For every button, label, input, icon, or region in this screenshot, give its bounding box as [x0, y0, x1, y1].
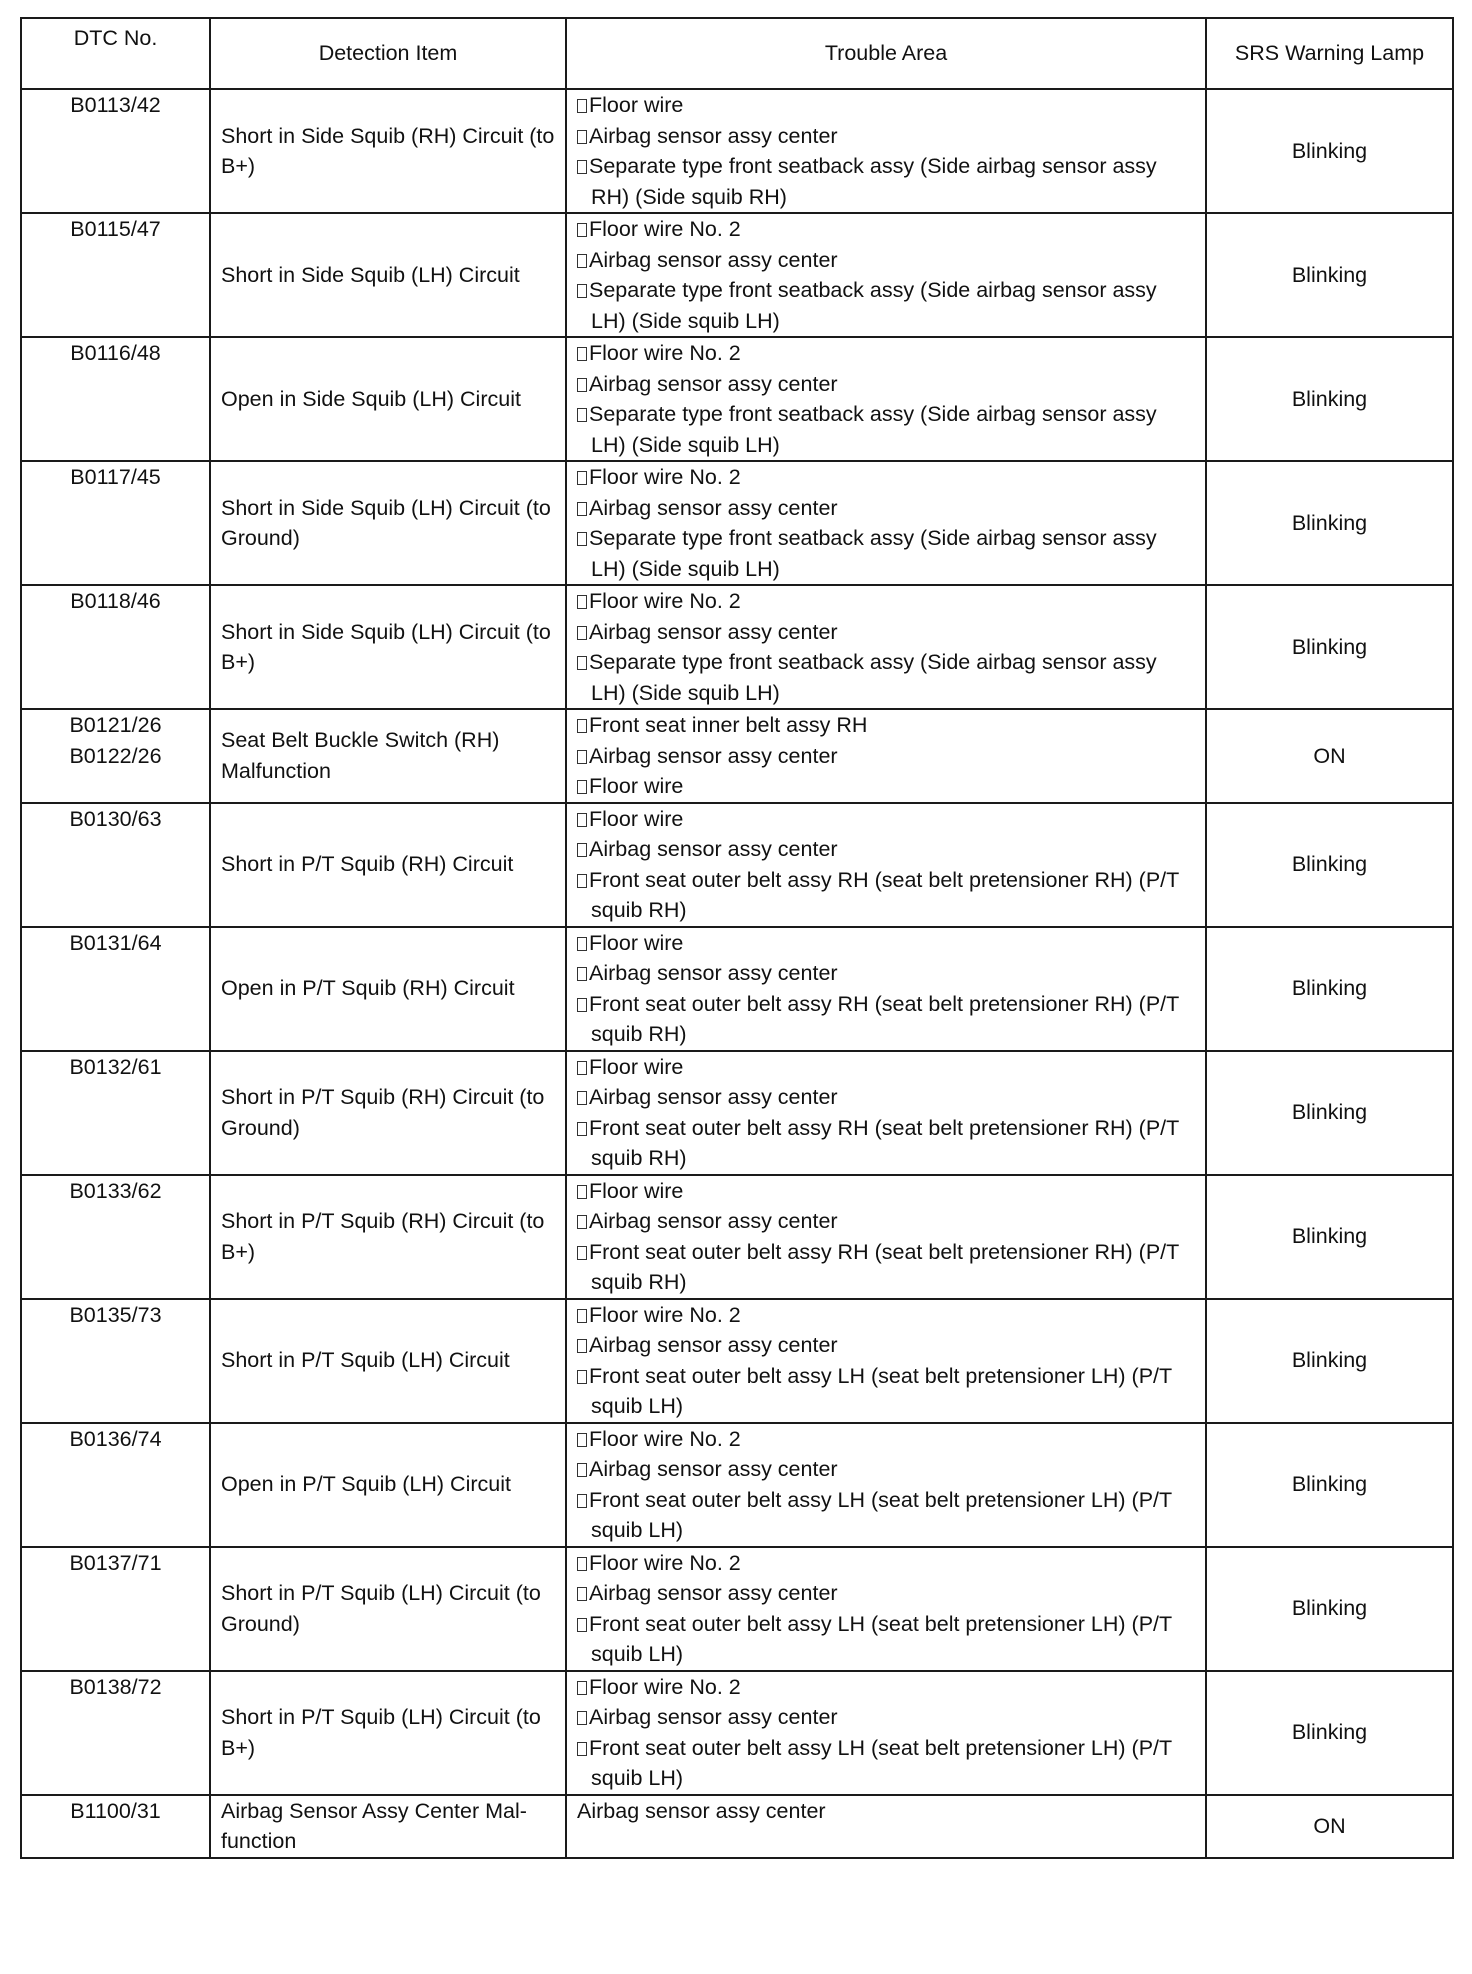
table-body [21, 89, 1453, 1858]
dtc-number-cell [21, 1671, 210, 1795]
trouble-area-text: Front seat outer belt assy LH (seat belt pretensioner LH) (P/T squib LH) [589, 1611, 1172, 1666]
trouble-area-item [577, 90, 1195, 121]
trouble-area-text: Floor wire [589, 93, 684, 117]
checkbox-icon [577, 780, 587, 794]
trouble-area-text: Airbag sensor assy center [589, 837, 838, 861]
detection-item-cell: Short in Side Squib (LH) Circuit (to B+) [210, 585, 566, 709]
trouble-area-item [577, 523, 1195, 584]
checkbox-icon [577, 1185, 587, 1199]
trouble-area-text: Airbag sensor assy center [589, 1581, 838, 1605]
table-row [21, 89, 1453, 213]
dtc-number-cell [21, 1175, 210, 1299]
dtc-number-cell [21, 585, 210, 709]
trouble-area-text: Floor wire No. 2 [589, 589, 741, 613]
trouble-area-text: Airbag sensor assy center [589, 743, 838, 768]
checkbox-icon [577, 1463, 587, 1477]
table-row [21, 1547, 1453, 1671]
table-row [21, 213, 1453, 337]
detection-item-cell: Short in P/T Squib (RH) Circuit (to Ground) [210, 1051, 566, 1175]
trouble-area-text: Floor wire [589, 930, 684, 955]
trouble-area-item [577, 834, 1195, 865]
trouble-area-item [577, 121, 1195, 152]
detection-item-cell: Short in P/T Squib (RH) Circuit (to B+) [210, 1175, 566, 1299]
trouble-area-item [577, 1330, 1195, 1361]
detection-item-cell: Seat Belt Buckle Switch (RH) Malfunction [210, 709, 566, 803]
trouble-area-text: Airbag sensor assy center [589, 123, 838, 148]
trouble-area-item [577, 1609, 1195, 1670]
trouble-area-text: Airbag sensor assy center [589, 247, 838, 272]
detection-item-cell: Short in Side Squib (LH) Circuit [210, 213, 566, 337]
trouble-area-item [577, 617, 1195, 648]
detection-item-cell: Short in Side Squib (LH) Circuit (to Ground) [210, 461, 566, 585]
trouble-area-cell [566, 1051, 1206, 1175]
trouble-area-item [577, 1237, 1195, 1298]
dtc-number-cell [21, 1423, 210, 1547]
checkbox-icon [577, 223, 587, 237]
trouble-area-text: Floor wire No. 2 [589, 1426, 741, 1451]
srs-warning-lamp-cell: ON [1206, 1795, 1453, 1858]
dtc-number-cell [21, 1547, 210, 1671]
dtc-code: B0137/71 [69, 1550, 162, 1575]
checkbox-icon [577, 284, 587, 298]
trouble-area-cell [566, 1175, 1206, 1299]
trouble-area-item [577, 1082, 1195, 1113]
checkbox-icon [577, 1246, 587, 1260]
trouble-area-cell [566, 1423, 1206, 1547]
srs-warning-lamp-cell: Blinking [1206, 585, 1453, 709]
dtc-number-cell [21, 1051, 210, 1175]
dtc-code: B0136/74 [69, 1426, 162, 1451]
checkbox-icon [577, 1557, 587, 1571]
dtc-code: B0122/26 [69, 743, 162, 768]
trouble-area-text: Airbag sensor assy center [577, 1798, 826, 1823]
checkbox-icon [577, 1339, 587, 1353]
table-row [21, 803, 1453, 927]
dtc-code: B0116/48 [70, 341, 161, 365]
srs-warning-lamp-cell: Blinking [1206, 461, 1453, 585]
trouble-area-item [577, 214, 1195, 245]
dtc-code: B0138/72 [69, 1674, 162, 1699]
checkbox-icon [577, 1681, 587, 1695]
trouble-area-item [577, 771, 1195, 802]
trouble-area-text: Front seat outer belt assy RH (seat belt pretensioner RH) (P/T squib RH) [589, 991, 1179, 1046]
srs-warning-lamp-cell: Blinking [1206, 1299, 1453, 1423]
dtc-number-cell [21, 213, 210, 337]
trouble-area-text: Airbag sensor assy center [589, 1085, 838, 1109]
trouble-area-cell [566, 89, 1206, 213]
trouble-area-item [577, 1361, 1195, 1422]
table-row [21, 1423, 1453, 1547]
dtc-number-cell [21, 337, 210, 461]
trouble-area-text: Front seat outer belt assy LH (seat belt pretensioner LH) (P/T squib LH) [589, 1735, 1172, 1790]
checkbox-icon [577, 719, 587, 733]
trouble-area-text: Floor wire [589, 1178, 684, 1203]
trouble-area-item [577, 710, 1195, 741]
checkbox-icon [577, 1091, 587, 1105]
dtc-code: B0117/45 [70, 465, 161, 489]
trouble-area-item [577, 989, 1195, 1050]
checkbox-icon [577, 967, 587, 981]
trouble-area-item [577, 1733, 1195, 1794]
trouble-area-cell [566, 1795, 1206, 1858]
trouble-area-item [577, 493, 1195, 524]
checkbox-icon [577, 874, 587, 888]
detection-item-cell: Short in P/T Squib (LH) Circuit (to B+) [210, 1671, 566, 1795]
trouble-area-item [577, 1176, 1195, 1207]
checkbox-icon [577, 1061, 587, 1075]
checkbox-icon [577, 408, 587, 422]
table-row [21, 927, 1453, 1051]
trouble-area-item [577, 1052, 1195, 1083]
trouble-area-item [577, 1548, 1195, 1579]
detection-item-cell: Airbag Sensor Assy Center Mal-function [210, 1795, 566, 1858]
table-row [21, 585, 1453, 709]
dtc-number-cell [21, 1795, 210, 1858]
checkbox-icon [577, 1711, 587, 1725]
dtc-code: B0113/42 [70, 93, 161, 117]
trouble-area-cell [566, 1671, 1206, 1795]
checkbox-icon [577, 1370, 587, 1384]
dtc-code: B0133/62 [69, 1178, 162, 1203]
trouble-area-item [577, 1113, 1195, 1174]
header-detection-item: Detection Item [210, 18, 566, 89]
checkbox-icon [577, 937, 587, 951]
dtc-number-cell [21, 803, 210, 927]
trouble-area-item [577, 741, 1195, 772]
table-row [21, 1299, 1453, 1423]
checkbox-icon [577, 1494, 587, 1508]
checkbox-icon [577, 1742, 587, 1756]
header-dtc-no: DTC No. [21, 18, 210, 89]
trouble-area-text: Front seat outer belt assy LH (seat belt pretensioner LH) (P/T squib LH) [589, 1487, 1172, 1542]
table-row [21, 1051, 1453, 1175]
detection-item-cell: Short in Side Squib (RH) Circuit (to B+) [210, 89, 566, 213]
trouble-area-text: Front seat inner belt assy RH [589, 713, 868, 737]
dtc-number-cell [21, 927, 210, 1051]
trouble-area-item [577, 275, 1195, 336]
checkbox-icon [577, 1309, 587, 1323]
trouble-area-item [577, 804, 1195, 835]
trouble-area-text: Floor wire No. 2 [589, 1674, 741, 1699]
srs-warning-lamp-cell: Blinking [1206, 1051, 1453, 1175]
checkbox-icon [577, 626, 587, 640]
detection-item-cell: Open in P/T Squib (LH) Circuit [210, 1423, 566, 1547]
trouble-area-text: Separate type front seatback assy (Side airbag sensor assy RH) (Side squib RH) [589, 154, 1157, 209]
table-row [21, 337, 1453, 461]
trouble-area-text: Front seat outer belt assy RH (seat belt pretensioner RH) (P/T squib RH) [589, 867, 1179, 922]
trouble-area-text: Floor wire [589, 1054, 684, 1079]
trouble-area-item [577, 958, 1195, 989]
trouble-area-item [577, 1672, 1195, 1703]
detection-item-cell: Open in P/T Squib (RH) Circuit [210, 927, 566, 1051]
checkbox-icon [577, 254, 587, 268]
dtc-code: B0132/61 [69, 1054, 162, 1079]
srs-warning-lamp-cell: ON [1206, 709, 1453, 803]
srs-warning-lamp-cell: Blinking [1206, 337, 1453, 461]
table-row [21, 709, 1453, 803]
header-srs-warning-lamp: SRS Warning Lamp [1206, 18, 1453, 89]
trouble-area-text: Separate type front seatback assy (Side airbag sensor assy LH) (Side squib LH) [589, 402, 1157, 457]
trouble-area-item [577, 1300, 1195, 1331]
dtc-number-cell [21, 1299, 210, 1423]
checkbox-icon [577, 750, 587, 764]
trouble-area-cell [566, 803, 1206, 927]
trouble-area-text: Airbag sensor assy center [589, 495, 838, 520]
trouble-area-text: Front seat outer belt assy LH (seat belt pretensioner LH) (P/T squib LH) [589, 1363, 1172, 1418]
srs-warning-lamp-cell: Blinking [1206, 1671, 1453, 1795]
trouble-area-item [577, 1206, 1195, 1237]
trouble-area-item [577, 1454, 1195, 1485]
dtc-number-cell [21, 461, 210, 585]
trouble-area-text: Floor wire [589, 806, 684, 831]
trouble-area-cell [566, 585, 1206, 709]
checkbox-icon [577, 998, 587, 1012]
srs-warning-lamp-cell: Blinking [1206, 1175, 1453, 1299]
trouble-area-text: Floor wire No. 2 [589, 465, 741, 489]
trouble-area-text: Front seat outer belt assy RH (seat belt pretensioner RH) (P/T squib RH) [589, 1239, 1179, 1294]
trouble-area-item [577, 928, 1195, 959]
srs-warning-lamp-cell: Blinking [1206, 89, 1453, 213]
dtc-table [20, 17, 1454, 1859]
detection-item-cell: Short in P/T Squib (RH) Circuit [210, 803, 566, 927]
trouble-area-text: Floor wire No. 2 [589, 341, 741, 365]
dtc-code: B0118/46 [70, 589, 161, 613]
trouble-area-text: Separate type front seatback assy (Side airbag sensor assy LH) (Side squib LH) [589, 650, 1157, 705]
trouble-area-cell [566, 1299, 1206, 1423]
dtc-number-cell [21, 709, 210, 803]
trouble-area-item [577, 462, 1195, 493]
checkbox-icon [577, 1587, 587, 1601]
header-trouble-area: Trouble Area [566, 18, 1206, 89]
trouble-area-item [577, 586, 1195, 617]
trouble-area-text: Front seat outer belt assy RH (seat belt pretensioner RH) (P/T squib RH) [589, 1115, 1179, 1170]
trouble-area-item [577, 151, 1195, 212]
dtc-number-cell [21, 89, 210, 213]
checkbox-icon [577, 160, 587, 174]
dtc-code: B0135/73 [69, 1302, 162, 1327]
trouble-area-text: Floor wire [589, 774, 684, 798]
trouble-area-item [577, 399, 1195, 460]
trouble-area-text: Floor wire No. 2 [589, 217, 741, 241]
dtc-code: B0115/47 [70, 217, 161, 241]
trouble-area-item [577, 245, 1195, 276]
dtc-code: B0121/26 [69, 713, 162, 737]
trouble-area-item [577, 1796, 1195, 1827]
checkbox-icon [577, 347, 587, 361]
trouble-area-item [577, 1424, 1195, 1455]
trouble-area-text: Airbag sensor assy center [589, 619, 838, 644]
checkbox-icon [577, 656, 587, 670]
checkbox-icon [577, 502, 587, 516]
trouble-area-item [577, 865, 1195, 926]
srs-warning-lamp-cell: Blinking [1206, 213, 1453, 337]
srs-warning-lamp-cell: Blinking [1206, 1423, 1453, 1547]
checkbox-icon [577, 1433, 587, 1447]
checkbox-icon [577, 532, 587, 546]
table-row [21, 1175, 1453, 1299]
table-header-row [21, 18, 1453, 89]
checkbox-icon [577, 1618, 587, 1632]
checkbox-icon [577, 99, 587, 113]
checkbox-icon [577, 378, 587, 392]
trouble-area-text: Separate type front seatback assy (Side airbag sensor assy LH) (Side squib LH) [589, 278, 1157, 333]
dtc-code: B1100/31 [70, 1798, 161, 1823]
srs-warning-lamp-cell: Blinking [1206, 803, 1453, 927]
trouble-area-cell [566, 337, 1206, 461]
checkbox-icon [577, 595, 587, 609]
trouble-area-item [577, 1578, 1195, 1609]
trouble-area-text: Airbag sensor assy center [589, 371, 838, 396]
trouble-area-text: Airbag sensor assy center [589, 1457, 838, 1481]
checkbox-icon [577, 843, 587, 857]
trouble-area-item [577, 369, 1195, 400]
dtc-code: B0131/64 [69, 930, 162, 955]
trouble-area-text: Separate type front seatback assy (Side airbag sensor assy LH) (Side squib LH) [589, 526, 1157, 581]
checkbox-icon [577, 1215, 587, 1229]
srs-warning-lamp-cell: Blinking [1206, 927, 1453, 1051]
trouble-area-cell [566, 461, 1206, 585]
trouble-area-text: Airbag sensor assy center [589, 1333, 838, 1357]
srs-warning-lamp-cell: Blinking [1206, 1547, 1453, 1671]
checkbox-icon [577, 130, 587, 144]
trouble-area-cell [566, 1547, 1206, 1671]
checkbox-icon [577, 813, 587, 827]
trouble-area-cell [566, 927, 1206, 1051]
detection-item-cell: Short in P/T Squib (LH) Circuit [210, 1299, 566, 1423]
detection-item-cell: Open in Side Squib (LH) Circuit [210, 337, 566, 461]
trouble-area-text: Airbag sensor assy center [589, 1209, 838, 1233]
trouble-area-cell [566, 213, 1206, 337]
table-row [21, 1671, 1453, 1795]
trouble-area-text: Airbag sensor assy center [589, 1705, 838, 1729]
trouble-area-text: Airbag sensor assy center [589, 961, 838, 985]
trouble-area-item [577, 647, 1195, 708]
dtc-code: B0130/63 [69, 806, 162, 831]
checkbox-icon [577, 471, 587, 485]
checkbox-icon [577, 1122, 587, 1136]
table-row [21, 461, 1453, 585]
trouble-area-text: Floor wire No. 2 [589, 1550, 741, 1575]
trouble-area-item [577, 338, 1195, 369]
trouble-area-cell [566, 709, 1206, 803]
trouble-area-item [577, 1702, 1195, 1733]
trouble-area-item [577, 1485, 1195, 1546]
table-row [21, 1795, 1453, 1858]
trouble-area-text: Floor wire No. 2 [589, 1302, 741, 1327]
detection-item-cell: Short in P/T Squib (LH) Circuit (to Ground) [210, 1547, 566, 1671]
